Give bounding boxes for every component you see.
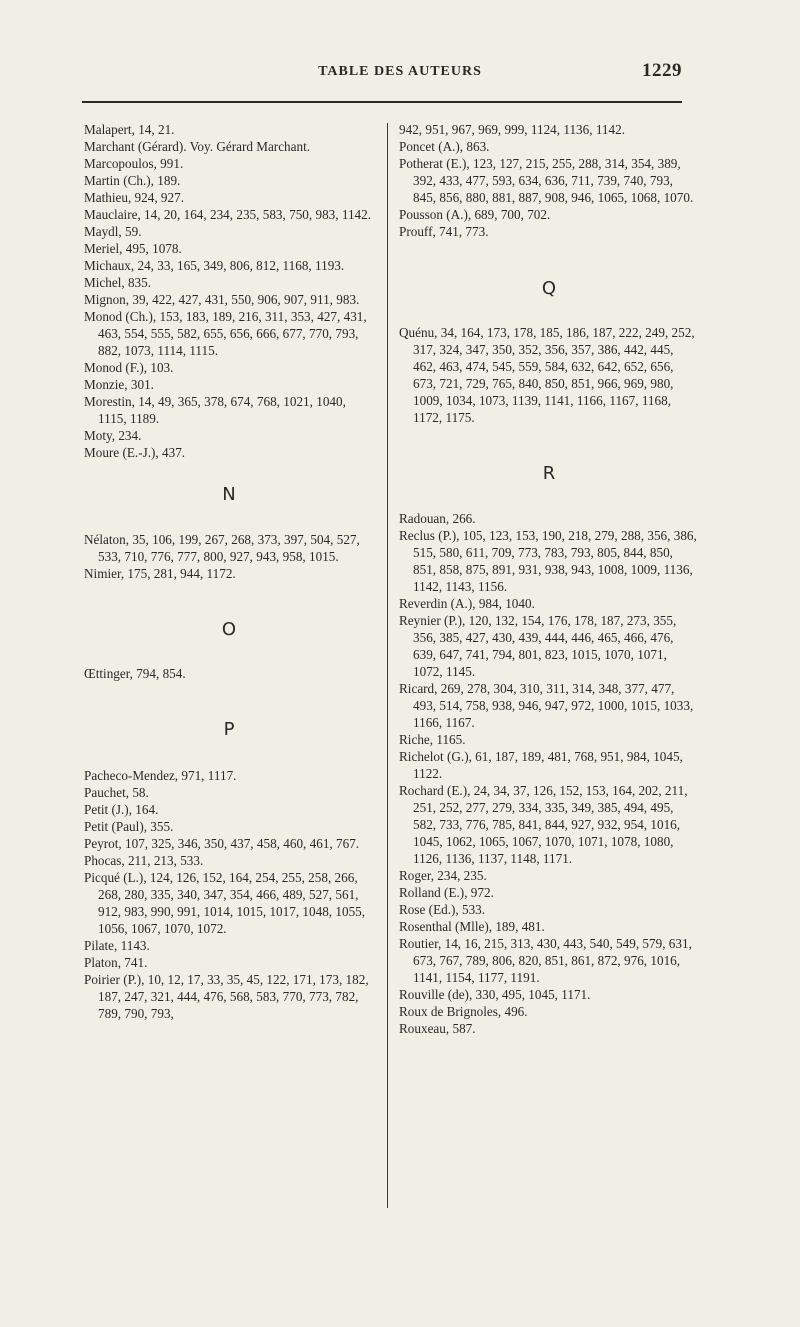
index-entry: Mathieu, 924, 927. — [84, 190, 184, 205]
index-entry: Mauclaire, 14, 20, 164, 234, 235, 583, 750, 983, 1142. — [84, 207, 372, 222]
index-entry: Poirier (P.), 10, 12, 17, 33, 35, 45, 122, 171, 173, 182, 187, 247, 321, 444, 476, 568, 583, 770, 773, 782, 789, 790, 793, — [84, 972, 369, 1021]
entries-r — [399, 510, 699, 1037]
index-entry: Maydl, 59. — [84, 224, 142, 239]
section-letter-n: N — [222, 484, 236, 505]
column-divider — [387, 123, 388, 1208]
index-entry: Rouxeau, 587. — [399, 1021, 476, 1036]
entries-q — [399, 324, 699, 426]
index-entry: Moure (E.-J.), 437. — [84, 445, 186, 460]
index-entry: Monzie, 301. — [84, 377, 154, 392]
index-entry: Nimier, 175, 281, 944, 1172. — [84, 566, 236, 581]
index-entry: Petit (J.), 164. — [84, 802, 159, 817]
entries-p-continued — [399, 121, 699, 240]
index-entry: Riche, 1165. — [399, 732, 466, 747]
header-rule — [82, 101, 682, 103]
index-entry: Petit (Paul), 355. — [84, 819, 174, 834]
index-entry: Marchant (Gérard). Voy. Gérard Marchant. — [84, 139, 311, 154]
entries-p — [84, 767, 374, 1022]
index-entry: Morestin, 14, 49, 365, 378, 674, 768, 1021, 1040, 1115, 1189. — [84, 394, 346, 426]
index-entry: Rolland (E.), 972. — [399, 885, 494, 900]
index-entry: Prouff, 741, 773. — [399, 224, 489, 239]
index-entry: Martin (Ch.), 189. — [84, 173, 181, 188]
index-entry: Phocas, 211, 213, 533. — [84, 853, 204, 868]
section-letter-o: O — [221, 619, 237, 640]
index-entry: Œttinger, 794, 854. — [84, 666, 186, 681]
right-column — [399, 121, 699, 1037]
index-entry: Poncet (A.), 863. — [399, 139, 490, 154]
index-entry: Reverdin (A.), 984, 1040. — [399, 596, 535, 611]
index-entry: Nélaton, 35, 106, 199, 267, 268, 373, 397, 504, 527, 533, 710, 776, 777, 800, 927, 943, 958, 1015. — [84, 532, 360, 564]
entries-n — [84, 531, 374, 582]
index-entry: Monod (F.), 103. — [84, 360, 174, 375]
index-entry: Rochard (E.), 24, 34, 37, 126, 152, 153, 164, 202, 211, 251, 252, 277, 279, 334, 335, 349, 385, 494, 495, 582, 733, 776, 785, 841, 844, 927, 932, 954, 1016, 1045, 1062, 1065, 1067, 1070, 1071, 1078, 1080, 1126, 1136, 1137, 1148, 1171. — [399, 783, 688, 866]
index-entry: Routier, 14, 16, 215, 313, 430, 443, 540, 549, 579, 631, 673, 767, 789, 806, 820, 851, 861, 872, 976, 1016, 1141, 1154, 1177, 1191. — [399, 936, 692, 985]
index-entry: Richelot (G.), 61, 187, 189, 481, 768, 951, 984, 1045, 1122. — [399, 749, 683, 781]
index-entry: 942, 951, 967, 969, 999, 1124, 1136, 1142. — [399, 122, 626, 137]
index-entry: Meriel, 495, 1078. — [84, 241, 182, 256]
index-entry: Monod (Ch.), 153, 183, 189, 216, 311, 353, 427, 431, 463, 554, 555, 582, 655, 656, 666, 677, 770, 793, 882, 1073, 1114, 1115. — [84, 309, 367, 358]
left-column — [84, 121, 374, 1022]
index-entry: Rosenthal (Mlle), 189, 481. — [399, 919, 545, 934]
entries-m — [84, 121, 374, 461]
running-head: TABLE DES AUTEURS — [318, 64, 482, 79]
entries-o — [84, 665, 374, 682]
index-entry: Rose (Ed.), 533. — [399, 902, 486, 917]
index-entry: Ricard, 269, 278, 304, 310, 311, 314, 348, 377, 477, 493, 514, 758, 938, 946, 947, 972, 1000, 1015, 1033, 1166, 1167. — [399, 681, 694, 730]
index-entry: Reclus (P.), 105, 123, 153, 190, 218, 279, 288, 356, 386, 515, 580, 611, 709, 773, 783, 793, 805, 844, 850, 851, 858, 875, 891, 931, 938, 943, 1008, 1009, 1136, 1142, 1143, 1156. — [399, 528, 697, 594]
index-entry: Radouan, 266. — [399, 511, 476, 526]
index-entry: Malapert, 14, 21. — [84, 122, 175, 137]
index-entry: Mignon, 39, 422, 427, 431, 550, 906, 907, 911, 983. — [84, 292, 360, 307]
index-entry: Picqué (L.), 124, 126, 152, 164, 254, 255, 258, 266, 268, 280, 335, 340, 347, 354, 466, 489, 527, 561, 912, 983, 990, 991, 1014, 1015, 1017, 1048, 1055, 1056, 1067, 1070, 1072. — [84, 870, 366, 936]
index-entry: Moty, 234. — [84, 428, 142, 443]
index-entry: Platon, 741. — [84, 955, 148, 970]
index-entry: Roux de Brignoles, 496. — [399, 1004, 528, 1019]
section-letter-p: P — [223, 719, 235, 740]
index-entry: Peyrot, 107, 325, 346, 350, 437, 458, 460, 461, 767. — [84, 836, 360, 851]
index-entry: Quénu, 34, 164, 173, 178, 185, 186, 187, 222, 249, 252, 317, 324, 347, 350, 352, 356, 357, 386, 442, 445, 462, 463, 474, 545, 559, 584, 632, 642, 652, 656, 673, 721, 729, 765, 840, 850, 851, 966, 969, 980, 1009, 1034, 1073, 1139, 1141, 1166, 1167, 1168, 1172, 1175. — [399, 325, 695, 425]
section-letter-q: Q — [541, 278, 557, 299]
index-entry: Marcopoulos, 991. — [84, 156, 184, 171]
index-entry: Pacheco-Mendez, 971, 1117. — [84, 768, 237, 783]
page-number: 1229 — [642, 60, 682, 81]
section-letter-r: R — [542, 463, 556, 484]
index-entry: Reynier (P.), 120, 132, 154, 176, 178, 187, 273, 355, 356, 385, 427, 430, 439, 444, 446, 465, 466, 476, 639, 647, 741, 794, 801, 823, 1015, 1070, 1071, 1072, 1145. — [399, 613, 677, 679]
index-entry: Michaux, 24, 33, 165, 349, 806, 812, 1168, 1193. — [84, 258, 345, 273]
index-entry: Pilate, 1143. — [84, 938, 150, 953]
index-entry: Michel, 835. — [84, 275, 152, 290]
index-entry: Potherat (E.), 123, 127, 215, 255, 288, 314, 354, 389, 392, 433, 477, 593, 634, 636, 711, 739, 740, 793, 845, 856, 880, 881, 887, 908, 946, 1065, 1068, 1070. — [399, 156, 694, 205]
index-entry: Pauchet, 58. — [84, 785, 149, 800]
index-entry: Roger, 234, 235. — [399, 868, 487, 883]
index-entry: Rouville (de), 330, 495, 1045, 1171. — [399, 987, 591, 1002]
index-entry: Pousson (A.), 689, 700, 702. — [399, 207, 551, 222]
